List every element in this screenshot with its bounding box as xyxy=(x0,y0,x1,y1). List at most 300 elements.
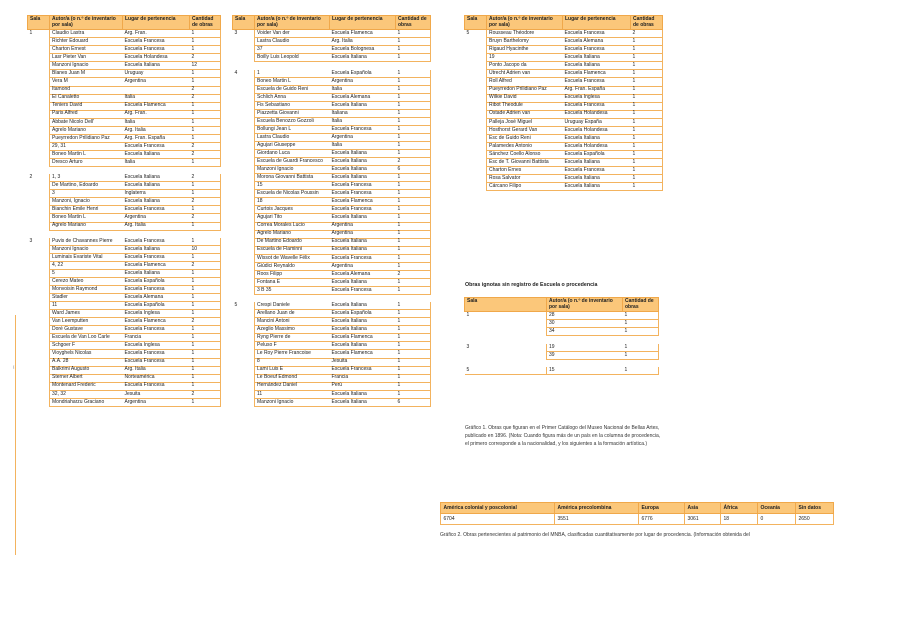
lugar-cell: Escuela Flamenca xyxy=(330,350,396,358)
lugar-cell: Escuela Francesa xyxy=(330,182,396,190)
cantidad-cell: 1 xyxy=(190,350,221,358)
autor-cell: Escuela de Nicolas Poussin xyxy=(255,190,330,198)
autor-cell: El Canaletto xyxy=(50,94,123,102)
table-row xyxy=(233,110,431,118)
autor-cell: Utrecht Adrien van xyxy=(487,70,563,78)
lugar-cell: Escuela Italiana xyxy=(330,246,396,254)
cantidad-cell: 2 xyxy=(190,142,221,150)
sala-cell: 4 xyxy=(233,70,255,294)
lugar-cell: Escuela Flamenca xyxy=(123,318,190,326)
spacer-cell xyxy=(28,166,221,174)
lugar-cell: Argentina xyxy=(330,134,396,142)
autor-cell: Ponto Jacopo da xyxy=(487,62,563,70)
table-row xyxy=(233,334,431,342)
cantidad-cell: 1 xyxy=(190,30,221,38)
autor-cell: Curtois Jacques xyxy=(255,206,330,214)
table-row xyxy=(465,367,659,375)
autor-cell: Charton Ernest xyxy=(50,46,123,54)
cantidad-cell: 1 xyxy=(631,174,663,182)
lugar-cell: Escuela Italiana xyxy=(330,102,396,110)
table-row xyxy=(233,206,431,214)
autor-cell: Sánchez Coello Alonso xyxy=(487,150,563,158)
table-row xyxy=(233,326,431,334)
cantidad-cell: 1 xyxy=(190,310,221,318)
table-row xyxy=(233,382,431,390)
autor-cell: Fis Sebastiano xyxy=(255,102,330,110)
autor-cell: Le Roy Pierre Francoise xyxy=(255,350,330,358)
lugar-cell: Perú xyxy=(330,382,396,390)
autor-cell: Ribot Theodule xyxy=(487,102,563,110)
table-row xyxy=(465,344,659,352)
cantidad-cell: 1 xyxy=(631,86,663,94)
autor-cell: Ward James xyxy=(50,310,123,318)
lugar-cell: Escuela Italiana xyxy=(330,150,396,158)
cantidad-cell: 1 xyxy=(396,358,431,366)
table-row xyxy=(233,374,431,382)
table-row xyxy=(233,94,431,102)
table-row xyxy=(233,174,431,182)
cantidad-cell: 1 xyxy=(631,94,663,102)
autor-cell: Esc de Guido Reni xyxy=(487,134,563,142)
cantidad-cell: 1 xyxy=(623,320,659,328)
caption-grafico-2: Gráfico 2. Obras pertenecientes al patrimonio del MNBA, clasificadas cuantitativamente por lugar de procedencia. (Información obtenida del xyxy=(440,532,750,538)
autor-cell: Manzoni Ignacio xyxy=(255,166,330,174)
lugar-cell: Italia xyxy=(123,118,190,126)
inventario-cell: 15 xyxy=(547,367,623,375)
lugar-cell: Arg. Italia xyxy=(123,126,190,134)
lugar-cell: Arg. Fran. xyxy=(123,110,190,118)
autor-cell: Hosthorst Gerard Van xyxy=(487,126,563,134)
sala-cell: 5 xyxy=(233,302,255,406)
summary-value: 18 xyxy=(721,514,758,525)
cantidad-cell: 1 xyxy=(631,46,663,54)
sala-cell: 3 xyxy=(465,344,547,360)
autor-cell: Escuela de Flaminni xyxy=(255,246,330,254)
lugar-cell: Escuela Italiana xyxy=(330,174,396,182)
table-row xyxy=(28,374,221,382)
lugar-cell: Escuela Italiana xyxy=(123,182,190,190)
sala-cell: 1 xyxy=(465,312,547,336)
lugar-cell: Escuela Francesa xyxy=(123,326,190,334)
autor-cell: Wilkie David xyxy=(487,94,563,102)
lugar-cell: Escuela Española xyxy=(123,302,190,310)
cantidad-cell: 1 xyxy=(396,374,431,382)
cantidad-cell: 2 xyxy=(190,318,221,326)
autor-cell: Montenard Frederic xyxy=(50,382,123,390)
obras-table-column-2 xyxy=(232,15,431,407)
autor-cell: Sterner Albert xyxy=(50,374,123,382)
table-row xyxy=(28,134,221,142)
autor-cell: Rosa Salvator xyxy=(487,174,563,182)
table-row xyxy=(28,262,221,270)
table-row xyxy=(233,230,431,238)
header-cantidad: Cantidad de obras xyxy=(396,16,431,30)
table-row xyxy=(233,246,431,254)
table-row xyxy=(28,70,221,78)
autor-cell: A.A. 28 xyxy=(50,358,123,366)
autor-cell: Escuela de Guardi Francesco xyxy=(255,158,330,166)
autor-cell: Manzoni Ignacio xyxy=(50,246,123,254)
cantidad-cell: 1 xyxy=(190,222,221,230)
group-spacer xyxy=(28,166,221,174)
table-row xyxy=(465,102,663,110)
lugar-cell: Francia xyxy=(123,334,190,342)
table-row xyxy=(28,342,221,350)
lugar-cell: Escuela Española xyxy=(330,310,396,318)
autor-cell: Escuela de Van Loo Carle xyxy=(50,334,123,342)
summary-header: Sin datos xyxy=(796,503,834,514)
summary-header: África xyxy=(721,503,758,514)
autor-cell: 3 xyxy=(50,190,123,198)
table-row xyxy=(465,142,663,150)
header-sala: Sala xyxy=(28,16,50,30)
lugar-cell: Escuela Italiana xyxy=(330,214,396,222)
sala-cell: 5 xyxy=(465,367,547,375)
table-row xyxy=(233,102,431,110)
cantidad-cell: 1 xyxy=(623,312,659,320)
table-row xyxy=(28,358,221,366)
cantidad-cell: 12 xyxy=(190,62,221,70)
cantidad-cell: 1 xyxy=(631,166,663,174)
header-row xyxy=(465,16,663,30)
lugar-cell: Escuela Holandesa xyxy=(563,110,631,118)
cantidad-cell: 2 xyxy=(190,150,221,158)
lugar-cell: Escuela Italiana xyxy=(563,158,631,166)
lugar-cell: Escuela Italiana xyxy=(330,238,396,246)
table-row xyxy=(465,54,663,62)
autor-cell: 1, 3 xyxy=(50,174,123,182)
header-autor: Autor/a (o n.º de inventario por sala) xyxy=(50,16,123,30)
lugar-cell: Escuela Italiana xyxy=(123,270,190,278)
cantidad-cell: 1 xyxy=(190,126,221,134)
autor-cell: Roos Filipp xyxy=(255,270,330,278)
lugar-cell: Escuela Italiana xyxy=(330,54,396,62)
cantidad-cell: 1 xyxy=(190,254,221,262)
cantidad-cell: 1 xyxy=(396,254,431,262)
table-row xyxy=(28,46,221,54)
cantidad-cell: 1 xyxy=(190,182,221,190)
autor-cell: Arellano Juan de xyxy=(255,310,330,318)
spacer-cell xyxy=(465,336,659,344)
cantidad-cell: 1 xyxy=(396,38,431,46)
autor-cell: Agrelo Mariano xyxy=(255,230,330,238)
lugar-cell: Escuela Francesa xyxy=(330,190,396,198)
lugar-cell: Escuela Francesa xyxy=(123,46,190,54)
cantidad-cell: 1 xyxy=(631,70,663,78)
group-spacer xyxy=(233,62,431,70)
sala-cell: 1 xyxy=(28,30,50,167)
cantidad-cell: 1 xyxy=(631,182,663,190)
autor-cell: Peluso F xyxy=(255,342,330,350)
inventario-cell: 30 xyxy=(547,320,623,328)
spacer-cell xyxy=(28,230,221,238)
table-row xyxy=(28,190,221,198)
lugar-cell: Escuela Italiana xyxy=(563,182,631,190)
cantidad-cell: 1 xyxy=(190,342,221,350)
spacer-cell xyxy=(233,294,431,302)
header-cantidad: Cantidad de obras xyxy=(631,16,663,30)
autor-cell: Boneo Martin L xyxy=(255,77,330,85)
header-row xyxy=(28,16,221,30)
lugar-cell: Escuela Alemana xyxy=(330,270,396,278)
header-row xyxy=(441,503,834,514)
table-row xyxy=(28,222,221,230)
lugar-cell: Escuela Francesa xyxy=(563,30,631,38)
summary-value: 6704 xyxy=(441,514,555,525)
lugar-cell: Argentina xyxy=(123,78,190,86)
autor-cell: Boilly Luis Leopold xyxy=(255,54,330,62)
table-row xyxy=(233,350,431,358)
lugar-cell: Escuela Francesa xyxy=(123,38,190,46)
autor-cell: Correa Morales Lucio xyxy=(255,222,330,230)
lugar-cell: Italia xyxy=(123,158,190,166)
cantidad-cell: 1 xyxy=(396,70,431,78)
autor-cell: Manzoni, Ignacio xyxy=(50,198,123,206)
summary-value: 2650 xyxy=(796,514,834,525)
lugar-cell: Escuela Italiana xyxy=(123,174,190,182)
lugar-cell: Uruguay xyxy=(123,70,190,78)
ignotas-title: Obras ignotas sin registro de Escuela o procedencia xyxy=(465,282,598,288)
header-sala: Sala xyxy=(465,16,487,30)
autor-cell: De Martino Edoardo xyxy=(255,238,330,246)
lugar-cell: Italia xyxy=(330,85,396,93)
table-row xyxy=(28,366,221,374)
cantidad-cell: 1 xyxy=(190,238,221,246)
ignotas-table xyxy=(464,297,659,375)
lugar-cell: Italia xyxy=(330,142,396,150)
summary-values-row xyxy=(441,514,834,525)
table-row xyxy=(28,142,221,150)
cantidad-cell: 1 xyxy=(190,190,221,198)
table-row xyxy=(28,302,221,310)
cantidad-cell: 1 xyxy=(396,206,431,214)
autor-cell: Manzoni Ignacio xyxy=(50,62,123,70)
table-row xyxy=(233,198,431,206)
lugar-cell: Italia xyxy=(330,118,396,126)
autor-cell: Boneo Martin L xyxy=(50,214,123,222)
lugar-cell: Arg. Fran. España xyxy=(563,86,631,94)
autor-cell: Cerezo Mateo xyxy=(50,278,123,286)
table-row xyxy=(28,126,221,134)
autor-cell: Crespi Daniele xyxy=(255,302,330,310)
autor-cell: Fontana E xyxy=(255,278,330,286)
lugar-cell: Argentina xyxy=(330,230,396,238)
autor-cell: Morona Giovanni Battista xyxy=(255,174,330,182)
autor-cell: Bianchin Emile Henri xyxy=(50,206,123,214)
cantidad-cell: 1 xyxy=(396,134,431,142)
cantidad-cell: 1 xyxy=(396,110,431,118)
table-row xyxy=(233,77,431,85)
autor-cell: Monvoisin Raymond xyxy=(50,286,123,294)
table-row xyxy=(233,158,431,166)
cantidad-cell: 1 xyxy=(631,62,663,70)
lugar-cell: Arg. Fran. España xyxy=(123,134,190,142)
table-row xyxy=(465,312,659,320)
table-row xyxy=(28,62,221,70)
header-autor: Autor/a (o n.º de inventario por sala) xyxy=(255,16,330,30)
lugar-cell: Escuela Francesa xyxy=(123,350,190,358)
lugar-cell: Escuela Francesa xyxy=(330,286,396,294)
table-row xyxy=(28,214,221,222)
autor-cell: Paris Alfred xyxy=(50,110,123,118)
header-cantidad: Cantidad de obras xyxy=(623,298,659,312)
cantidad-cell: 1 xyxy=(190,294,221,302)
lugar-cell: Escuela Holandesa xyxy=(123,54,190,62)
obras-table-column-3 xyxy=(464,15,663,191)
autor-cell: Doré Gustave xyxy=(50,326,123,334)
header-sala: Sala xyxy=(465,298,547,312)
table-row xyxy=(233,126,431,134)
table-row xyxy=(28,286,221,294)
cantidad-cell: 2 xyxy=(190,198,221,206)
table-row xyxy=(465,110,663,118)
autor-cell: Escuela Benozzo Gozzoli xyxy=(255,118,330,126)
autor-cell: Balkrimi Augusto xyxy=(50,366,123,374)
cantidad-cell: 1 xyxy=(396,102,431,110)
spacer-cell xyxy=(233,62,431,70)
lugar-cell: Escuela Francesa xyxy=(123,142,190,150)
autor-cell: 29, 31 xyxy=(50,142,123,150)
lugar-cell: Escuela Francesa xyxy=(563,46,631,54)
lugar-cell: Jesuita xyxy=(123,390,190,398)
autor-cell: 8 xyxy=(255,358,330,366)
cantidad-cell: 1 xyxy=(396,142,431,150)
sala-cell: 3 xyxy=(28,238,50,406)
autor-cell: Schlich Anna xyxy=(255,94,330,102)
autor-cell: Schgoer F xyxy=(50,342,123,350)
table-row xyxy=(233,150,431,158)
header-row xyxy=(465,298,659,312)
table-row xyxy=(28,310,221,318)
lugar-cell: Argentina xyxy=(330,77,396,85)
autor-cell: Dresco Arturo xyxy=(50,158,123,166)
cantidad-cell: 1 xyxy=(623,367,659,375)
table-row xyxy=(465,166,663,174)
summary-header: América colonial y poscolonial xyxy=(441,503,555,514)
cantidad-cell: 1 xyxy=(631,134,663,142)
summary-value: 6776 xyxy=(639,514,685,525)
cantidad-cell: 1 xyxy=(190,110,221,118)
lugar-cell: Escuela Bolognesa xyxy=(330,46,396,54)
table-row xyxy=(465,62,663,70)
lugar-cell: Italiana xyxy=(330,110,396,118)
autor-cell: Charton Ernes xyxy=(487,166,563,174)
lugar-cell: Escuela Francesa xyxy=(563,166,631,174)
table-row xyxy=(28,54,221,62)
lugar-cell: Escuela Italiana xyxy=(123,150,190,158)
lugar-cell: Escuela Francesa xyxy=(123,358,190,366)
table-row xyxy=(28,94,221,102)
lugar-cell: Escuela Inglesa xyxy=(123,310,190,318)
lugar-cell: Escuela Italiana xyxy=(330,302,396,310)
cantidad-cell: 1 xyxy=(190,270,221,278)
margin-mark: ¡ xyxy=(13,364,15,370)
autor-cell: Stadler xyxy=(50,294,123,302)
autor-cell: Bollungi Jean L xyxy=(255,126,330,134)
cantidad-cell: 1 xyxy=(631,54,663,62)
cantidad-cell: 2 xyxy=(631,30,663,38)
cantidad-cell: 1 xyxy=(190,278,221,286)
cantidad-cell: 1 xyxy=(190,134,221,142)
table-row xyxy=(233,254,431,262)
autor-cell: Vioyghels Nicolas xyxy=(50,350,123,358)
lugar-cell: Argentina xyxy=(330,222,396,230)
cantidad-cell: 1 xyxy=(396,366,431,374)
autor-cell: Rousseau Théodore xyxy=(487,30,563,38)
cantidad-cell: 1 xyxy=(190,118,221,126)
autor-cell: Palleja José Miguel xyxy=(487,118,563,126)
autor-cell: 19 xyxy=(487,54,563,62)
autor-cell: Van Leemputten xyxy=(50,318,123,326)
lugar-cell: Escuela Italiana xyxy=(330,326,396,334)
lugar-cell: Escuela Alemana xyxy=(330,94,396,102)
cantidad-cell: 2 xyxy=(190,390,221,398)
header-lugar: Lugar de pertenencia xyxy=(563,16,631,30)
table-row xyxy=(465,158,663,166)
lugar-cell: Escuela Flamenca xyxy=(123,102,190,110)
table-row xyxy=(28,398,221,406)
autor-cell: Voider Van der xyxy=(255,30,330,38)
lugar-cell: Escuela Flamenca xyxy=(123,262,190,270)
lugar-cell: Escuela Holandesa xyxy=(563,142,631,150)
cantidad-cell: 1 xyxy=(623,344,659,352)
lugar-cell: Escuela Flamenca xyxy=(330,334,396,342)
lugar-cell: Escuela Española xyxy=(123,278,190,286)
cantidad-cell: 1 xyxy=(396,150,431,158)
table-row xyxy=(233,302,431,310)
autor-cell: Agujari Giuseppe xyxy=(255,142,330,150)
cantidad-cell: 1 xyxy=(190,366,221,374)
autor-cell: Abbate Nicolo Dell' xyxy=(50,118,123,126)
cantidad-cell: 1 xyxy=(190,206,221,214)
table-row xyxy=(28,270,221,278)
autor-cell: Agrelo Mariano xyxy=(50,126,123,134)
autor-cell: Cárcano Filipo xyxy=(487,182,563,190)
lugar-cell: Escuela Flamenca xyxy=(563,70,631,78)
cantidad-cell: 1 xyxy=(190,38,221,46)
cantidad-cell: 1 xyxy=(396,190,431,198)
autor-cell: Lastra Claudio xyxy=(255,38,330,46)
autor-cell: 37 xyxy=(255,46,330,54)
cantidad-cell: 2 xyxy=(396,270,431,278)
cantidad-cell: 2 xyxy=(190,262,221,270)
lugar-cell: Escuela Italiana xyxy=(563,54,631,62)
cantidad-cell: 1 xyxy=(396,182,431,190)
cantidad-cell: 1 xyxy=(623,351,659,359)
sala-cell: 3 xyxy=(233,30,255,62)
summary-table xyxy=(440,502,834,525)
lugar-cell: Escuela Francesa xyxy=(330,206,396,214)
table-row xyxy=(233,54,431,62)
cantidad-cell: 1 xyxy=(631,78,663,86)
cantidad-cell: 1 xyxy=(396,46,431,54)
table-row xyxy=(28,86,221,94)
table-row xyxy=(233,118,431,126)
table-row xyxy=(465,182,663,190)
summary-header: Asia xyxy=(685,503,721,514)
table-row xyxy=(28,254,221,262)
table-row xyxy=(233,270,431,278)
cantidad-cell: 1 xyxy=(396,310,431,318)
lugar-cell: Escuela Española xyxy=(330,70,396,78)
lugar-cell: Argentina xyxy=(330,262,396,270)
lugar-cell: Inglaterra xyxy=(123,190,190,198)
inventario-cell: 19 xyxy=(547,344,623,352)
autor-cell: Ryng Pierre de xyxy=(255,334,330,342)
header-lugar: Lugar de pertenencia xyxy=(123,16,190,30)
table-row xyxy=(465,150,663,158)
cantidad-cell: 1 xyxy=(396,118,431,126)
